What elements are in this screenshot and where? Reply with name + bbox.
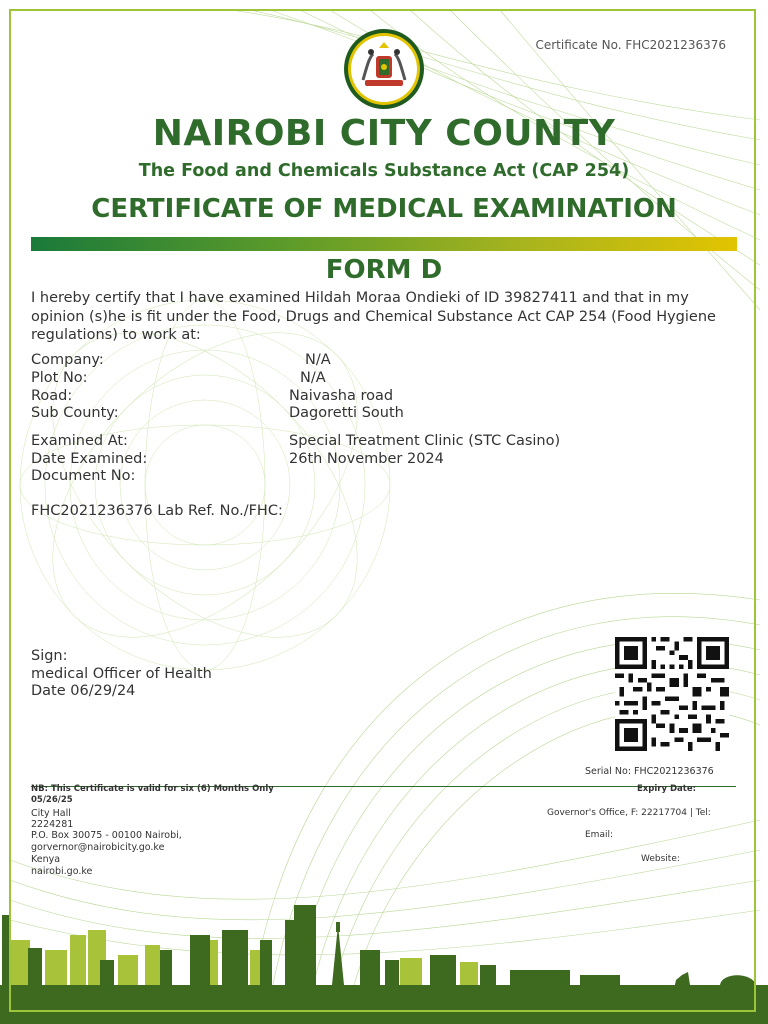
certification-statement: I hereby certify that I have examined Hildah Moraa Ondieki of ID 39827411 and that in my opinion (s)he is fit under the Food, Drugs and Chemical Substance Act CAP 254 (Food Hygiene regulations) to work at: — [31, 290, 716, 343]
lab-reference: FHC2021236376 Lab Ref. No./FHC: — [31, 503, 283, 519]
validity-note: NB: This Certificate is valid for six (6) Months Only — [31, 784, 274, 794]
email-label: Email: — [585, 830, 614, 840]
address-line-1: City Hall — [31, 808, 71, 819]
signature-date: Date 06/29/24 — [31, 683, 136, 699]
subcounty-value: Dagoretti South — [289, 405, 404, 421]
serial-number: Serial No: FHC2021236376 — [585, 766, 714, 777]
act-subtitle: The Food and Chemicals Substance Act (CAP 254) — [138, 161, 630, 181]
form-title: FORM D — [325, 255, 443, 285]
address-country: Kenya — [31, 854, 61, 865]
expiry-date: 05/26/25 — [31, 795, 73, 805]
address-line-3: P.O. Box 30075 - 00100 Nairobi, — [31, 830, 182, 841]
examined-at-value: Special Treatment Clinic (STC Casino) — [289, 433, 561, 449]
county-seal-logo — [343, 28, 425, 110]
sign-label: Sign: — [31, 648, 68, 664]
certificate-number: Certificate No. FHC2021236376 — [535, 38, 726, 52]
road-label: Road: — [31, 388, 73, 404]
address-website[interactable]: nairobi.go.ke — [31, 866, 93, 877]
document-no-label: Document No: — [31, 468, 136, 484]
date-examined-label: Date Examined: — [31, 451, 148, 467]
address-line-2: 2224281 — [31, 819, 74, 830]
governor-office: Governor's Office, F: 22217704 | Tel: — [547, 808, 711, 818]
qr-code — [612, 637, 732, 751]
company-value: N/A — [305, 352, 331, 368]
subcounty-label: Sub County: — [31, 405, 119, 421]
examined-at-label: Examined At: — [31, 433, 128, 449]
plot-label: Plot No: — [31, 370, 88, 386]
certificate-heading: CERTIFICATE OF MEDICAL EXAMINATION — [91, 194, 677, 224]
gradient-divider — [31, 237, 737, 251]
date-examined-value: 26th November 2024 — [289, 451, 444, 467]
website-label: Website: — [641, 854, 680, 864]
company-label: Company: — [31, 352, 104, 368]
officer-title: medical Officer of Health — [31, 666, 212, 682]
address-email[interactable]: gorvernor@nairobicity.go.ke — [31, 842, 165, 853]
plot-value: N/A — [300, 370, 326, 386]
county-title: NAIROBI CITY COUNTY — [152, 113, 616, 154]
road-value: Naivasha road — [289, 388, 394, 404]
expiry-label: Expiry Date: — [637, 784, 696, 794]
